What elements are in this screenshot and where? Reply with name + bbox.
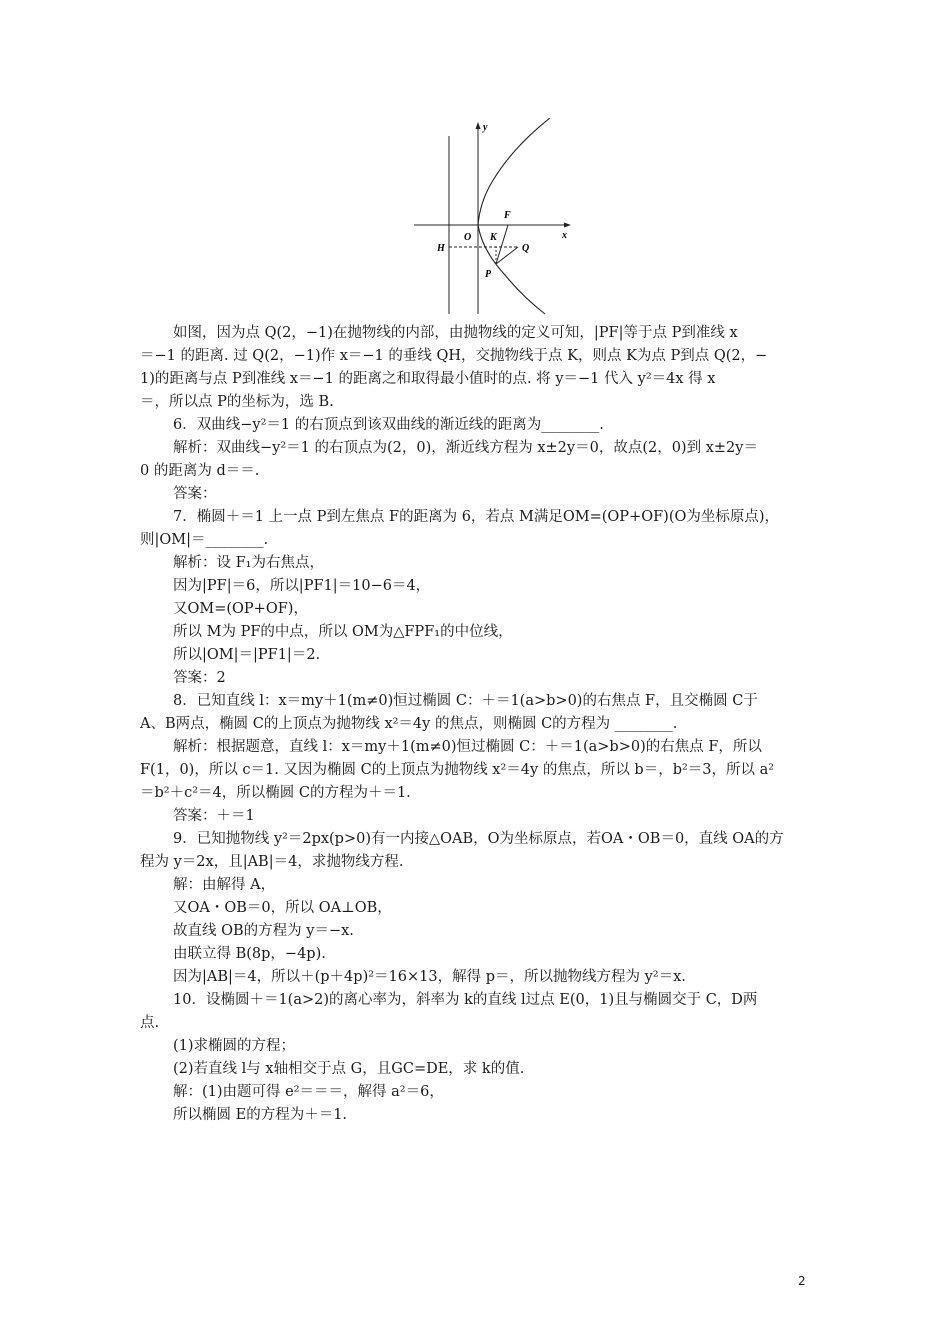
text-line: 解：由解得 A，	[173, 877, 276, 893]
answer-line: 答案：＋＝1	[173, 808, 255, 824]
text-line: (2)若直线 l与 x轴相交于点 G，且GC=DE，求 k的值.	[173, 1061, 525, 1077]
text-line: 因为|AB|＝4，所以＋(p＋4p)²＝16×13，解得 p＝，所以抛物线方程为 y²＝x.	[173, 969, 686, 985]
label-k: K	[490, 232, 497, 243]
segment-pq	[496, 247, 518, 264]
text-line: A、B两点，椭圆 C的上顶点为抛物线 x²＝4y 的焦点，则椭圆 C的方程为 ________.	[140, 716, 678, 732]
text-line: 0 的距离为 d＝＝.	[140, 463, 260, 479]
text-line: 又OA・OB＝0，所以 OA⊥OB，	[173, 900, 392, 916]
parabola-diagram	[410, 118, 580, 316]
label-q: Q	[522, 243, 530, 254]
text-line: 程为 y＝2x，且|AB|＝4，求抛物线方程.	[140, 854, 404, 870]
text-line: 则|OM|＝________.	[140, 532, 269, 548]
text-line: 1)的距离与点 P到准线 x＝−1 的距离之和取得最小值时的点. 将 y＝−1 代入 y²＝4x 得 x	[140, 371, 716, 387]
text-line: 如图，因为点 Q(2，−1)在抛物线的内部，由抛物线的定义可知，|PF|等于点 P到准线 x	[173, 325, 738, 341]
x-axis-arrow	[564, 223, 571, 228]
text-line: F(1，0)，所以 c＝1. 又因为椭圆 C的上顶点为抛物线 x²＝4y 的焦点，所以 b＝，b²＝3，所以 a²	[140, 762, 775, 778]
text-line: 解析：设 F₁为右焦点，	[173, 555, 324, 571]
text-line: ＝b²＋c²＝4，所以椭圆 C的方程为＋＝1.	[140, 785, 411, 801]
text-line: (1)求椭圆的方程；	[173, 1038, 296, 1054]
text-line: ＝−1 的距离. 过 Q(2，−1)作 x＝−1 的垂线 QH，交抛物线于点 K，则点 K为点 P到点 Q(2，−	[140, 348, 768, 364]
label-h: H	[437, 243, 445, 254]
parabola-curve	[478, 118, 550, 314]
label-o: O	[464, 232, 472, 243]
text-line: 解析：根据题意，直线 l：x＝my＋1(m≠0)恒过椭圆 C：＋＝1(a>b>0)的右焦点 F，所以	[173, 739, 762, 755]
question-6: 6．双曲线−y²＝1 的右顶点到该双曲线的渐近线的距离为________.	[173, 417, 604, 433]
label-p: P	[485, 269, 492, 280]
document-body	[140, 322, 820, 1127]
text-line: 所以椭圆 E的方程为＋＝1.	[173, 1107, 348, 1123]
question-8: 8．已知直线 l：x＝my＋1(m≠0)恒过椭圆 C：＋＝1(a>b>0)的右焦点 F，且交椭圆 C于	[173, 693, 758, 709]
segment-pf	[496, 225, 508, 264]
answer-line: 答案：2	[173, 670, 226, 686]
y-axis-arrow	[476, 122, 481, 129]
text-line: 又OM=(OP+OF)，	[173, 601, 308, 617]
text-line: 所以 M为 PF的中点，所以 OM为△FPF₁的中位线，	[173, 624, 513, 640]
label-x: x	[562, 230, 567, 241]
question-7: 7．椭圆＋＝1 上一点 P到左焦点 F的距离为 6，若点 M满足OM=(OP+OF)(O为坐标原点)，	[173, 509, 780, 525]
label-y: y	[483, 122, 488, 133]
text-line: 解析：双曲线−y²＝1 的右顶点为(2，0)，渐近线方程为 x±2y＝0，故点(2，0)到 x±2y＝	[173, 440, 758, 456]
text-line: 解：(1)由题可得 e²＝＝＝，解得 a²＝6，	[173, 1084, 444, 1100]
question-9: 9．已知抛物线 y²＝2px(p>0)有一内接△OAB，O为坐标原点，若OA・OB＝0，直线 OA的方	[173, 831, 784, 847]
text-line: 因为|PF|＝6，所以|PF1|＝10−6＝4，	[173, 578, 431, 594]
text-line: 由联立得 B(8p，−4p).	[173, 946, 326, 962]
label-f: F	[504, 210, 511, 221]
parabola-figure	[410, 118, 580, 316]
question-10: 10．设椭圆＋＝1(a>2)的离心率为，斜率为 k的直线 l过点 E(0，1)且与椭圆交于 C，D两	[173, 992, 758, 1008]
text-line: ＝，所以点 P的坐标为，选 B.	[140, 394, 334, 410]
text-line: 故直线 OB的方程为 y＝−x.	[173, 923, 354, 939]
text-line: 点.	[140, 1015, 160, 1031]
text-line: 所以|OM|＝|PF1|＝2.	[173, 647, 321, 663]
answer-line: 答案：	[173, 486, 217, 502]
page-number: 2	[798, 1274, 806, 1288]
